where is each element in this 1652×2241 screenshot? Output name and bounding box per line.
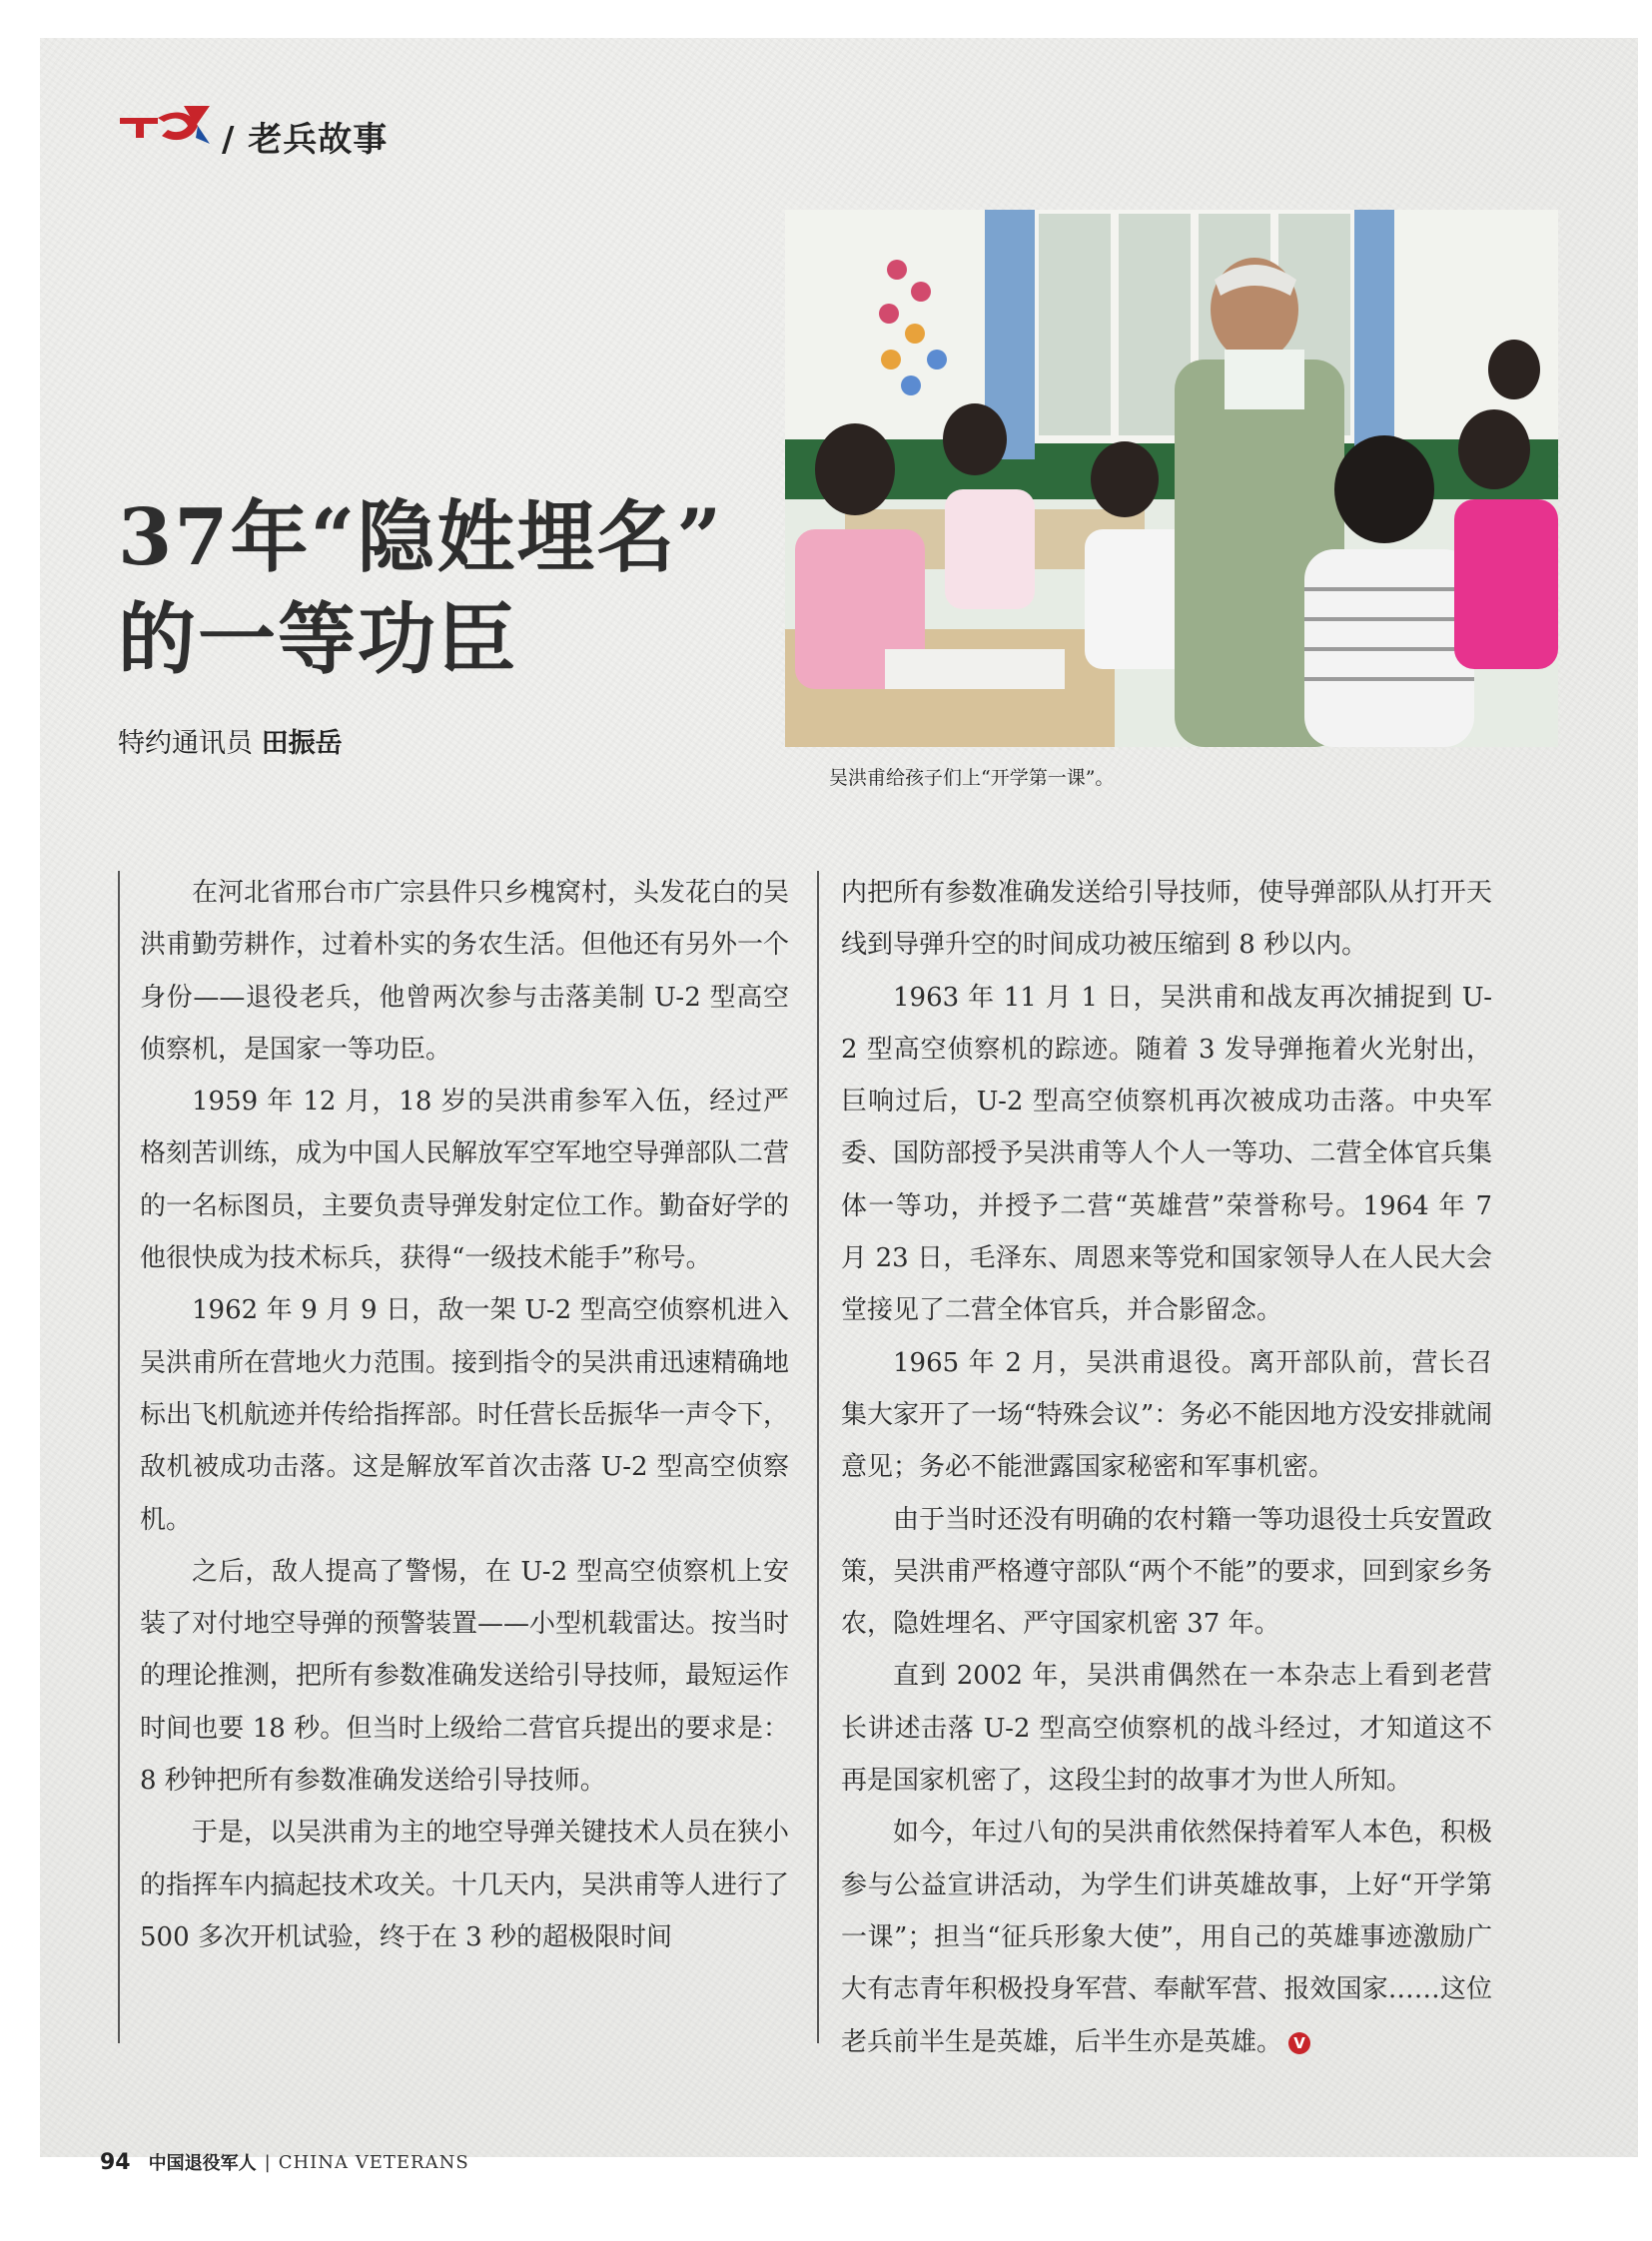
title-line-2: 的一等功臣 [118,594,518,685]
paragraph: 内把所有参数准确发送给引导技师，使导弹部队从打开天线到导弹升空的时间成功被压缩到 8 秒以内。 [841,878,1492,961]
paragraph-final [841,1807,1492,2067]
paragraph: 在河北省邢台市广宗县件只乡槐窝村，头发花白的吴洪甫勤劳耕作，过着朴实的务农生活。但他还有另外一个身份——退役老兵，他曾两次参与击落美制 U-2 型高空侦察机，是国家一等功臣。 [140,878,790,1065]
author-role: 特约通讯员 [118,728,253,759]
column-divider-left [118,871,120,2043]
byline [118,721,343,760]
title-line-1: 37年“隐姓埋名” [118,492,724,583]
classroom-photo-illustration [785,210,1558,747]
footer-separator: | [264,2151,271,2173]
column-divider-middle [817,871,819,2043]
paragraph: 1963 年 11 月 1 日，吴洪甫和战友再次捕捉到 U-2 型高空侦察机的踪迹。随着 3 发导弹拖着火光射出，巨响过后，U-2 型高空侦察机再次被成功击落。中央军委、国防部授予吴洪甫等人个人一等功、二营全体官兵集体一等功，并授予二营“英雄营”荣誉称号。1964 年 7 月 23 日，毛泽东、周恩来等党和国家领导人在人民大会堂接见了二营全体官兵，并合影留念。 [841,982,1492,1326]
end-mark-icon: V [1288,2032,1310,2054]
paragraph: 于是，以吴洪甫为主的地空导弹关键技术人员在狭小的指挥车内搞起技术攻关。十几天内，吴洪甫等人进行了 500 多次开机试验，终于在 3 秒的超极限时间 [140,1818,790,1952]
paragraph: 直到 2002 年，吴洪甫偶然在一本杂志上看到老营长讲述击落 U-2 型高空侦察机的战斗经过，才知道这不再是国家机密了，这段尘封的故事才为世人所知。 [841,1661,1492,1797]
article-column-1 [140,867,789,1963]
page-number: 94 [100,2149,131,2175]
paragraph: 之后，敌人提高了警惕，在 U-2 型高空侦察机上安装了对付地空导弹的预警装置——小型机载雷达。按当时的理论推测，把所有参数准确发送给引导技师，最短运作时间也要 18 秒。但当时上级给二营官兵提出的要求是：8 秒钟把所有参数准确发送给引导技师。 [140,1556,790,1797]
paragraph: 1965 年 2 月，吴洪甫退役。离开部队前，营长召集大家开了一场“特殊会议”：务必不能因地方没安排就闹意见；务必不能泄露国家秘密和军事机密。 [841,1347,1492,1483]
magazine-name-en: CHINA VETERANS [278,2151,469,2173]
paragraph: 1959 年 12 月，18 岁的吴洪甫参军入伍，经过严格刻苦训练，成为中国人民解放军空军地空导弹部队二营的一名标图员，主要负责导弹发射定位工作。勤奋好学的他很快成为技术标兵，获得“一级技术能手”称号。 [140,1087,790,1274]
author-name: 田振岳 [261,728,343,759]
magazine-name: 中国退役军人 [148,2153,257,2174]
paragraph-final-text: 如今，年过八旬的吴洪甫依然保持着军人本色，积极参与公益宣讲活动，为学生们讲英雄故事，上好“开学第一课”；担当“征兵形象大使”，用自己的英雄事迹激励广大有志青年积极投身军营、奉献军营、报效国家……这位老兵前半生是英雄，后半生亦是英雄。 [841,1818,1492,2057]
article-title [118,487,807,691]
veterans-magazine-logo-icon [118,104,212,148]
photo-caption: 吴洪甫给孩子们上“开学第一课”。 [829,767,1115,789]
page-footer [100,2149,469,2175]
paragraph: 由于当时还没有明确的农村籍一等功退役士兵安置政策，吴洪甫严格遵守部队“两个不能”的要求，回到家乡务农，隐姓埋名、严守国家机密 37 年。 [841,1504,1492,1640]
article-column-2 [841,867,1492,2068]
article-photo [785,210,1558,747]
paragraph: 1962 年 9 月 9 日，敌一架 U-2 型高空侦察机进入吴洪甫所在营地火力范围。接到指令的吴洪甫迅速精确地标出飞机航迹并传给指挥部。时任营长岳振华一声令下，敌机被成功击落。这是解放军首次击落 U-2 型高空侦察机。 [140,1295,790,1535]
section-label: / 老兵故事 [222,120,389,160]
